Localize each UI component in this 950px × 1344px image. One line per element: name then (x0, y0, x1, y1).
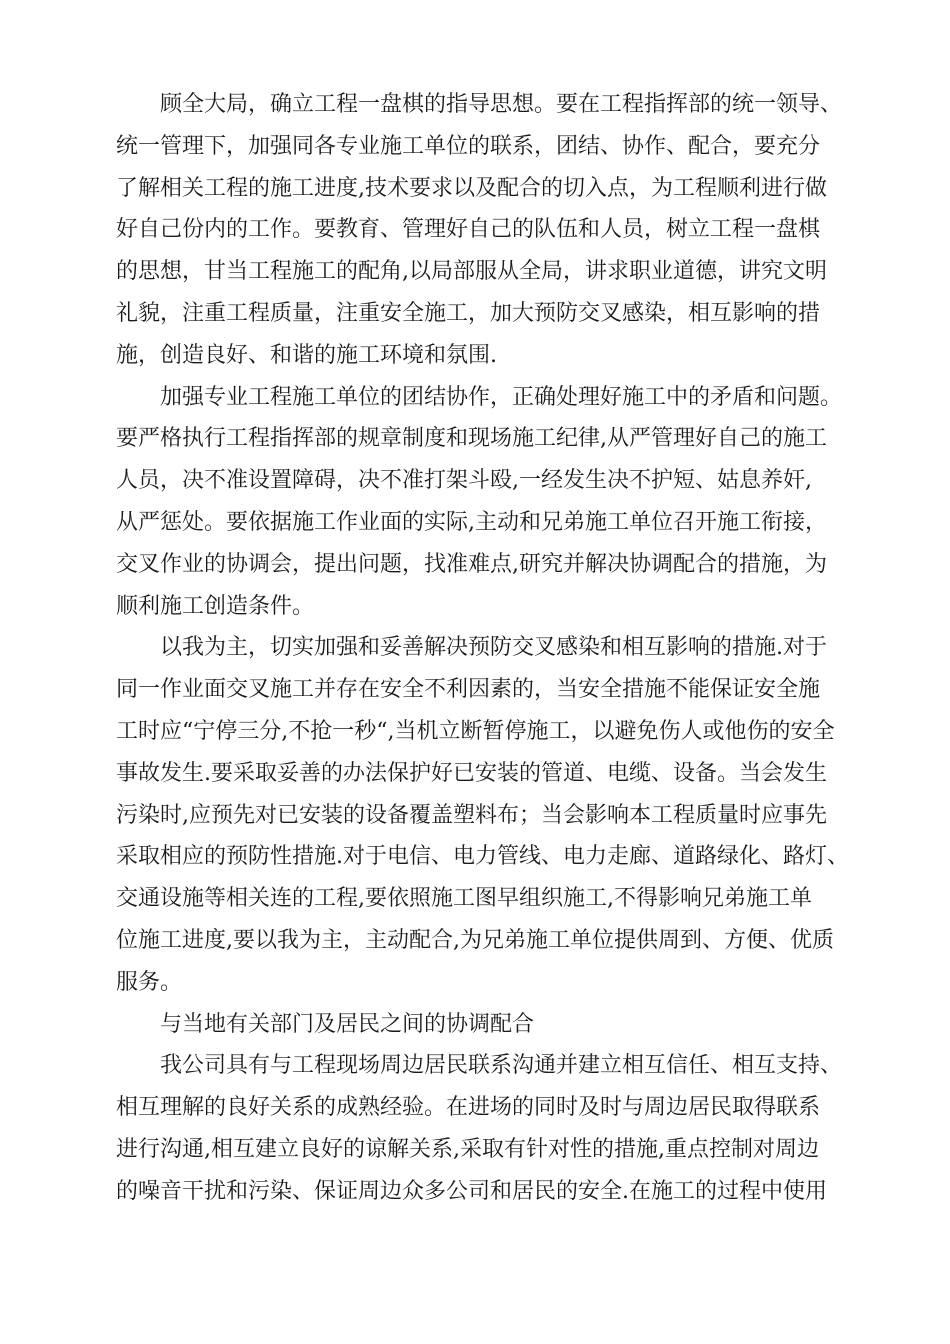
document-body (116, 84, 849, 1213)
text-line: 礼貌，注重工程质量，注重安全施工，加大预防交叉感染，相互影响的措 (116, 300, 821, 326)
text-line: 的噪音干扰和污染、保证周边众多公司和居民的安全.在施工的过程中使用 (116, 1178, 827, 1204)
text-line: 以我为主，切实加强和妥善解决预防交叉感染和相互影响的措施.对于 (160, 635, 827, 661)
text-line: 事故发生.要采取妥善的办法保护好已安装的管道、电缆、设备。当会发生 (116, 760, 827, 786)
text-line: 人员，决不准设置障碍，决不准打架斗殴,一经发生决不护短、姑息养奸, (116, 468, 812, 494)
text-line: 加强专业工程施工单位的团结协作，正确处理好施工中的矛盾和问题。 (160, 384, 843, 410)
text-line: 交通设施等相关连的工程,要依照施工图早组织施工,不得影响兄弟施工单 (116, 886, 812, 912)
text-line: 与当地有关部门及居民之间的协调配合 (160, 1011, 535, 1037)
text-line: 统一管理下，加强同各专业施工单位的联系，团结、协作、配合，要充分 (116, 133, 821, 159)
text-line: 采取相应的预防性措施.对于电信、电力管线、电力走廊、道路绿化、路灯、 (116, 844, 849, 870)
text-line: 位施工进度,要以我为主，主动配合,为兄弟施工单位提供周到、方便、优质 (116, 927, 834, 953)
text-line: 的思想，甘当工程施工的配角,以局部服从全局，讲求职业道德，讲究文明 (116, 259, 827, 285)
text-line: 交叉作业的协调会，提出问题，找准难点,研究并解决协调配合的措施，为 (116, 551, 827, 577)
text-line: 我公司具有与工程现场周边居民联系沟通并建立相互信任、相互支持、 (160, 1053, 843, 1079)
text-line: 相互理解的良好关系的成熟经验。在进场的同时及时与周边居民取得联系 (116, 1095, 821, 1121)
text-line: 进行沟通,相互建立良好的谅解关系,采取有针对性的措施,重点控制对周边 (116, 1136, 819, 1162)
text-line: 顺利施工创造条件。 (116, 593, 315, 619)
text-line: 工时应“宁停三分,不抢一秒“,当机立断暂停施工，以避免伤人或他伤的安全 (116, 718, 835, 744)
text-line: 同一作业面交叉施工并存在安全不利因素的，当安全措施不能保证安全施 (116, 677, 821, 703)
text-line: 施，创造良好、和谐的施工环境和氛围. (116, 342, 497, 368)
text-line: 服务。 (116, 969, 183, 995)
text-line: 好自己份内的工作。要教育、管理好自己的队伍和人员，树立工程一盘棋 (116, 217, 821, 243)
text-line: 顾全大局，确立工程一盘棋的指导思想。要在工程指挥部的统一领导、 (160, 92, 843, 117)
text-line: 污染时,应预先对已安装的设备覆盖塑料布；当会影响本工程质量时应事先 (116, 802, 827, 828)
text-line: 要严格执行工程指挥部的规章制度和现场施工纪律,从严管理好自己的施工 (116, 426, 827, 452)
text-line: 从严惩处。要依据施工作业面的实际,主动和兄弟施工单位召开施工衔接， (116, 509, 827, 535)
text-line: 了解相关工程的施工进度,技术要求以及配合的切入点，为工程顺利进行做 (116, 175, 827, 201)
